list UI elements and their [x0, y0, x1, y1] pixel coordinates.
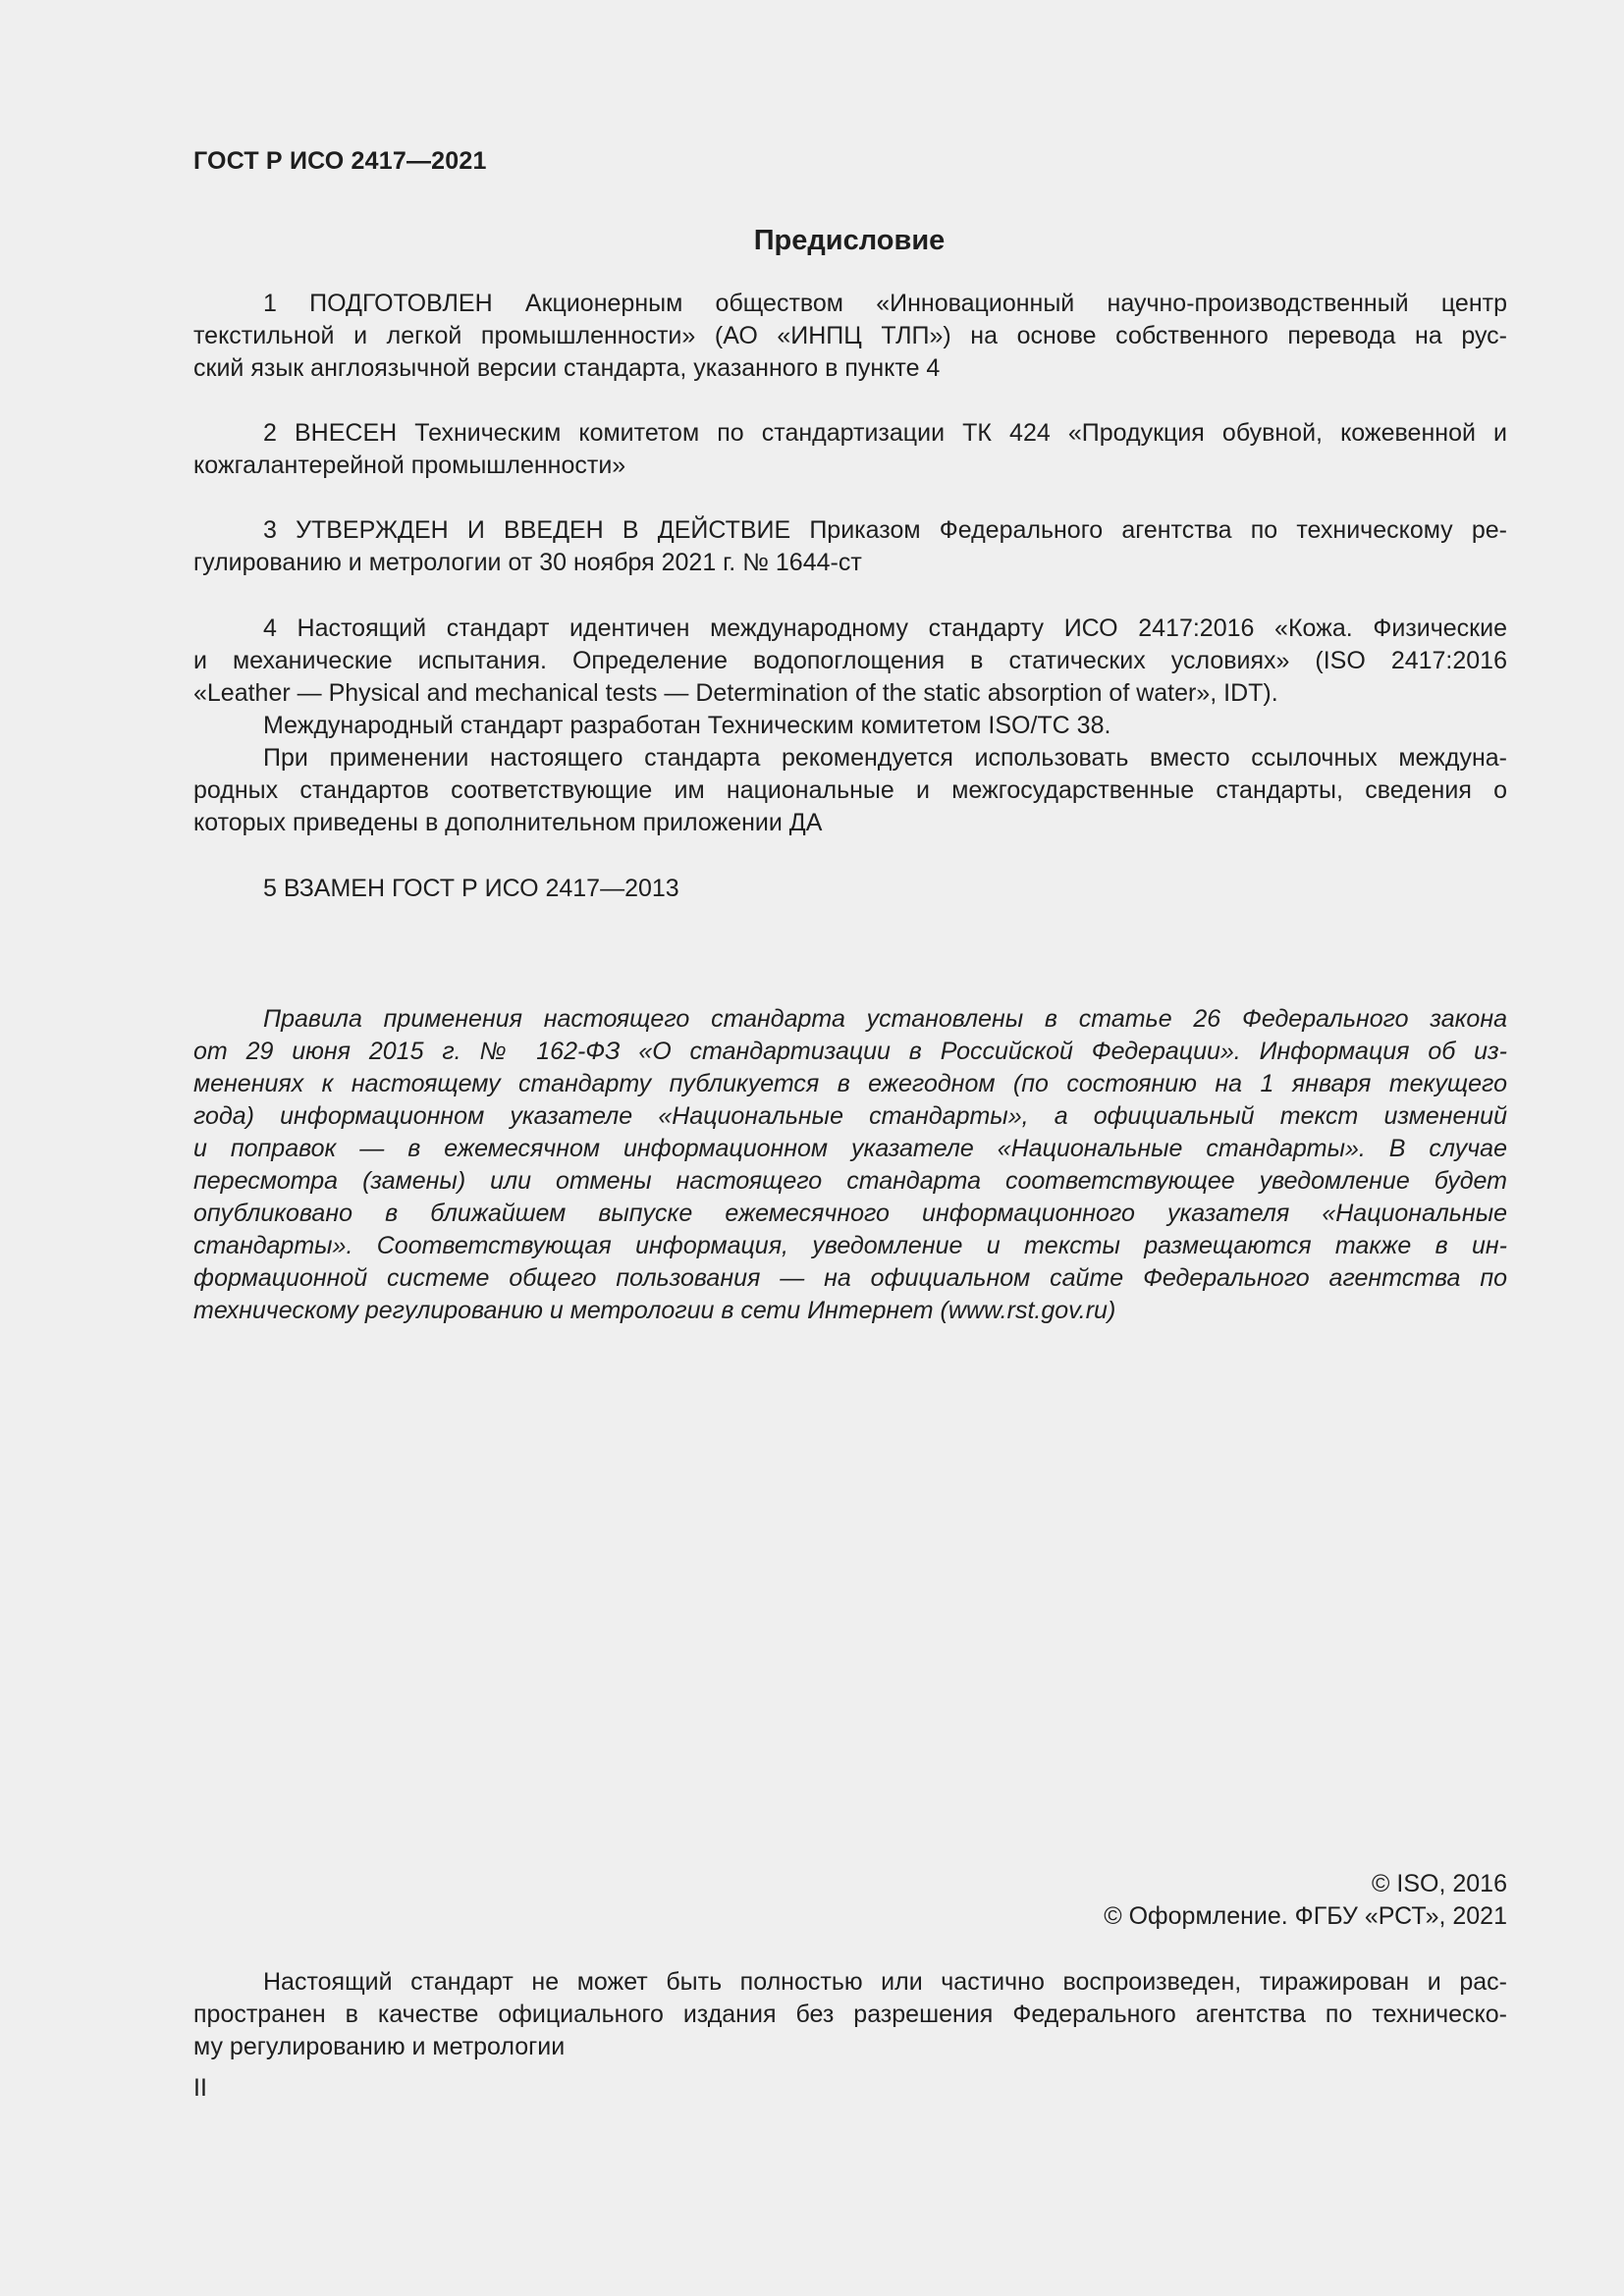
foreword-item-3-line: гулированию и метрологии от 30 ноября 2021 г. № 1644-ст: [193, 549, 862, 576]
foreword-item-1: [193, 288, 1507, 385]
rules-line: пересмотра (замены) или отмены настоящего стандарта соответствующее уведомление будет: [193, 1167, 1507, 1195]
foreword-item-3-line: 3 УТВЕРЖДЕН И ВВЕДЕН В ДЕЙСТВИЕ Приказом Федерального агентства по техническому ре-: [263, 516, 1507, 544]
document-code: ГОСТ Р ИСО 2417—2021: [193, 147, 487, 175]
foreword-item-4-line: и механические испытания. Определение водопоглощения в статических условиях» (ISO 2417:2016: [193, 647, 1507, 674]
foreword-item-2-line: 2 ВНЕСЕН Техническим комитетом по стандартизации ТК 424 «Продукция обувной, кожевенной и: [263, 419, 1507, 447]
foreword-item-3: [193, 514, 1507, 579]
rules-line: и поправок — в ежемесячном информационном указателе «Национальные стандарты». В случае: [193, 1135, 1507, 1162]
notice-line: пространен в качестве официального издания без разрешения Федерального агентства по техническо-: [193, 2001, 1507, 2028]
rules-line: Правила применения настоящего стандарта установлены в статье 26 Федерального закона: [263, 1005, 1507, 1033]
rules-line: формационной системе общего пользования — на официальном сайте Федерального агентства по: [193, 1264, 1507, 1292]
rules-line: от 29 июня 2015 г. № 162-ФЗ «О стандартизации в Российской Федерации». Информация об из-: [193, 1038, 1507, 1065]
page-number: II: [193, 2074, 207, 2102]
notice-line: му регулированию и метрологии: [193, 2033, 566, 2060]
rules-line: года) информационном указателе «Национальные стандарты», а официальный текст изменений: [193, 1102, 1507, 1130]
foreword-item-1-line: ский язык англоязычной версии стандарта, указанного в пункте 4: [193, 354, 941, 382]
foreword-item-2: [193, 417, 1507, 482]
rules-line: стандарты». Соответствующая информация, уведомление и тексты размещаются также в ин-: [193, 1232, 1507, 1259]
foreword-item-4-line: 4 Настоящий стандарт идентичен международному стандарту ИСО 2417:2016 «Кожа. Физические: [263, 614, 1507, 642]
reproduction-notice: [193, 1966, 1507, 2063]
foreword-item-4-line: Международный стандарт разработан Техническим комитетом ISO/TC 38.: [263, 712, 1111, 739]
foreword-item-4-line: которых приведены в дополнительном приложении ДА: [193, 809, 823, 836]
foreword-item-4-line: родных стандартов соответствующие им национальные и межгосударственные стандарты, сведения о: [193, 776, 1507, 804]
foreword-item-4: [193, 613, 1507, 839]
foreword-item-1-line: текстильной и легкой промышленности» (АО «ИНПЦ ТЛП») на основе собственного перевода на рус-: [193, 322, 1507, 349]
application-rules-paragraph: [193, 1003, 1507, 1327]
notice-line: Настоящий стандарт не может быть полностью или частично воспроизведен, тиражирован и рас-: [263, 1968, 1507, 1996]
copyright-iso: © ISO, 2016: [1372, 1870, 1507, 1897]
foreword-item-5-line: 5 ВЗАМЕН ГОСТ Р ИСО 2417—2013: [263, 875, 679, 902]
foreword-item-4-line: «Leather — Physical and mechanical tests — Determination of the static absorption of water», IDT).: [193, 679, 1278, 707]
copyright-block: [1104, 1868, 1507, 1933]
foreword-item-2-line: кожгалантерейной промышленности»: [193, 452, 626, 479]
foreword-item-4-line: При применении настоящего стандарта рекомендуется использовать вместо ссылочных междуна-: [263, 744, 1507, 772]
foreword-item-1-line: 1 ПОДГОТОВЛЕН Акционерным обществом «Инновационный научно-производственный центр: [263, 290, 1507, 317]
foreword-item-5: [193, 873, 1507, 905]
rules-line: техническому регулированию и метрологии в сети Интернет (www.rst.gov.ru): [193, 1297, 1116, 1324]
rules-line: менениях к настоящему стандарту публикуется в ежегодном (по состоянию на 1 января текущего: [193, 1070, 1507, 1097]
rules-line: опубликовано в ближайшем выпуске ежемесячного информационного указателя «Национальные: [193, 1200, 1507, 1227]
copyright-design: © Оформление. ФГБУ «РСТ», 2021: [1104, 1902, 1507, 1930]
page-title: Предисловие: [753, 225, 946, 256]
